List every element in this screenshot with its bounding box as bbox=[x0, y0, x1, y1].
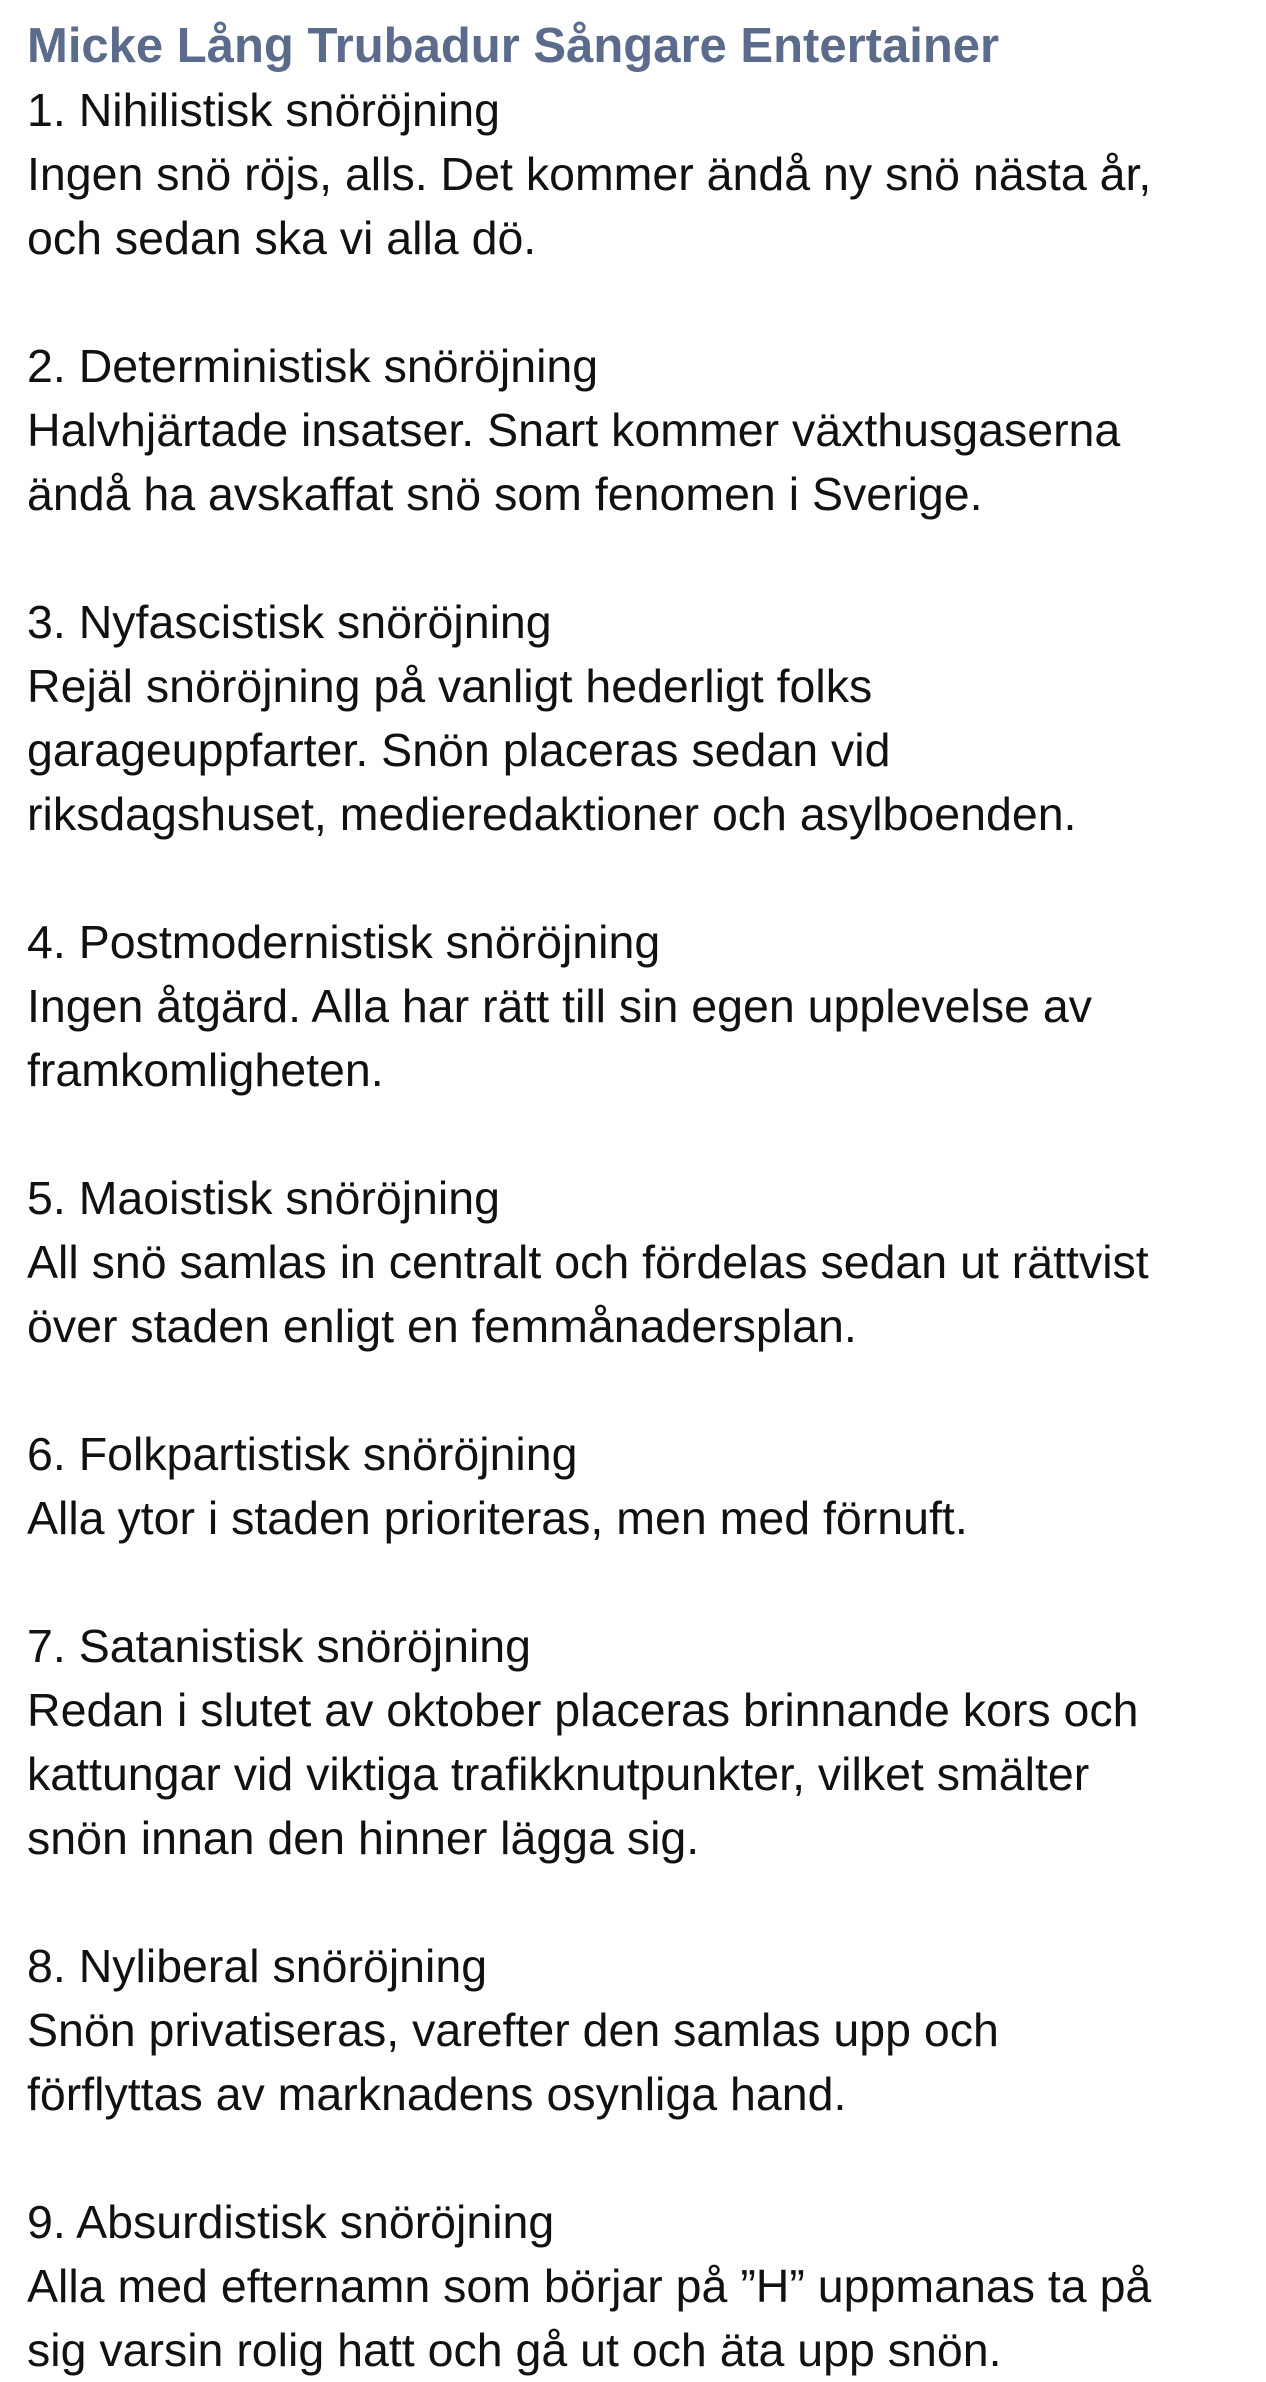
item-text-line: snön innan den hinner lägga sig. bbox=[27, 1812, 700, 1864]
list-item bbox=[27, 78, 1252, 270]
item-text-line: All snö samlas in centralt och fördelas sedan ut rättvist bbox=[27, 1236, 1149, 1288]
list-item bbox=[27, 2190, 1252, 2382]
item-text-line: Snön privatiseras, varefter den samlas upp och bbox=[27, 2004, 999, 2056]
item-heading: 2. Deterministisk snöröjning bbox=[27, 340, 599, 392]
item-text-line: Redan i slutet av oktober placeras brinnande kors och bbox=[27, 1684, 1139, 1736]
item-text-line: Alla ytor i staden prioriteras, men med förnuft. bbox=[27, 1492, 968, 1544]
list-item bbox=[27, 334, 1252, 526]
list-item bbox=[27, 1422, 1252, 1550]
author-name-link[interactable]: Micke Lång Trubadur Sångare Entertainer bbox=[27, 19, 1000, 73]
item-heading: 8. Nyliberal snöröjning bbox=[27, 1940, 488, 1992]
item-heading: 1. Nihilistisk snöröjning bbox=[27, 84, 500, 136]
item-heading: 4. Postmodernistisk snöröjning bbox=[27, 916, 661, 968]
item-heading: 6. Folkpartistisk snöröjning bbox=[27, 1428, 578, 1480]
post-body bbox=[27, 78, 1252, 2382]
item-text-line: Ingen snö röjs, alls. Det kommer ändå ny snö nästa år, bbox=[27, 148, 1152, 200]
item-text-line: riksdagshuset, medieredaktioner och asylboenden. bbox=[27, 788, 1077, 840]
item-text-line: Rejäl snöröjning på vanligt hederligt folks bbox=[27, 660, 873, 712]
item-text-line: Alla med efternamn som börjar på ”H” uppmanas ta på bbox=[27, 2260, 1152, 2312]
item-text-line: garageuppfarter. Snön placeras sedan vid bbox=[27, 724, 891, 776]
list-item bbox=[27, 910, 1252, 1102]
item-text-line: förflyttas av marknadens osynliga hand. bbox=[27, 2068, 847, 2120]
item-heading: 5. Maoistisk snöröjning bbox=[27, 1172, 500, 1224]
post bbox=[27, 14, 1252, 2382]
list-item bbox=[27, 1166, 1252, 1358]
item-heading: 3. Nyfascistisk snöröjning bbox=[27, 596, 552, 648]
item-heading: 7. Satanistisk snöröjning bbox=[27, 1620, 532, 1672]
item-text-line: sig varsin rolig hatt och gå ut och äta upp snön. bbox=[27, 2324, 1002, 2376]
list-item bbox=[27, 1614, 1252, 1870]
item-heading: 9. Absurdistisk snöröjning bbox=[27, 2196, 555, 2248]
list-item bbox=[27, 590, 1252, 846]
item-text-line: över staden enligt en femmånadersplan. bbox=[27, 1300, 857, 1352]
item-text-line: Halvhjärtade insatser. Snart kommer växthusgaserna bbox=[27, 404, 1121, 456]
list-item bbox=[27, 1934, 1252, 2126]
item-text-line: kattungar vid viktiga trafikknutpunkter, vilket smälter bbox=[27, 1748, 1090, 1800]
item-text-line: och sedan ska vi alla dö. bbox=[27, 212, 537, 264]
item-text-line: ändå ha avskaffat snö som fenomen i Sverige. bbox=[27, 468, 983, 520]
item-text-line: Ingen åtgärd. Alla har rätt till sin egen upplevelse av bbox=[27, 980, 1093, 1032]
item-text-line: framkomligheten. bbox=[27, 1044, 384, 1096]
